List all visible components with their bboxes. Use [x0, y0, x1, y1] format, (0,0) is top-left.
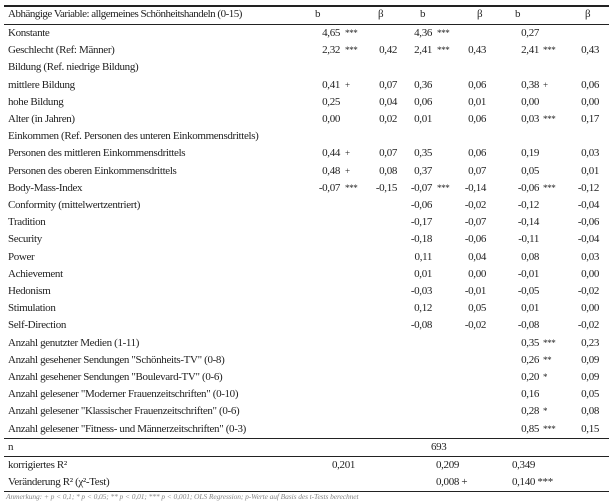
- beta-model3: 0,09: [581, 371, 599, 383]
- b-model2: 0,37: [414, 164, 432, 177]
- sig-model1: +: [345, 148, 350, 159]
- b-model3: 0,35: [521, 336, 539, 349]
- beta-model2: 0,06: [468, 78, 486, 91]
- beta-model2: -0,07: [464, 216, 486, 229]
- beta-model2: -0,02: [464, 319, 486, 332]
- beta-model2: 0,07: [468, 164, 486, 177]
- b-model3: -0,06: [517, 181, 539, 194]
- beta-model1: -0,15: [375, 181, 397, 194]
- beta-model3: -0,12: [577, 181, 599, 194]
- row-label: Body-Mass-Index: [8, 181, 83, 194]
- beta-model3: 0,05: [581, 388, 599, 401]
- table-row: [0, 283, 611, 300]
- beta-model2: -0,01: [464, 285, 486, 297]
- row-label: Bildung (Ref. niedrige Bildung): [8, 61, 139, 74]
- sig-model2: ***: [437, 45, 450, 56]
- beta-model3: 0,23: [581, 336, 599, 349]
- beta-model1: 0,02: [379, 113, 397, 125]
- b-model2: 0,01: [414, 113, 432, 125]
- b-model2: -0,17: [410, 216, 432, 229]
- header-col: b: [315, 8, 321, 20]
- b-model3: 0,26: [521, 353, 539, 366]
- b-model3: 0,00: [521, 95, 539, 108]
- beta-model2: -0,06: [464, 233, 486, 246]
- row-label: Einkommen (Ref. Personen des unteren Einkommensdrittels): [8, 130, 259, 143]
- sig-model3: ***: [543, 114, 556, 124]
- b-model3: 0,38: [521, 78, 539, 91]
- b-model2: -0,07: [410, 181, 432, 194]
- row-label: Anzahl genutzter Medien (1-11): [8, 336, 140, 349]
- b-model1: -0,07: [318, 181, 340, 194]
- beta-model2: -0,02: [464, 199, 486, 211]
- beta-model1: 0,07: [379, 78, 397, 91]
- b-model2: 0,06: [414, 95, 432, 108]
- table-note: Anmerkung: + p < 0,1; * p < 0,05; ** p < 0,01; *** p < 0,001; OLS Regression; p-Werte auf Basis des t-Tests berechnet: [6, 492, 359, 501]
- beta-model2: 0,06: [468, 113, 486, 125]
- b-model2: 4,36: [414, 27, 432, 39]
- b-model3: 0,03: [521, 113, 539, 125]
- beta-model3: 0,06: [581, 78, 599, 91]
- row-label: Self-Direction: [8, 319, 67, 332]
- b-model2: -0,03: [410, 285, 432, 297]
- table-row: [0, 335, 611, 352]
- sig-model3: **: [543, 354, 552, 365]
- row-label: Anzahl gelesener "Fitness- und Männerzeitschriften" (0-3): [8, 422, 246, 435]
- sig-model3: *: [543, 406, 548, 417]
- r2-value: 0,209: [436, 459, 460, 471]
- table-row: [0, 352, 611, 369]
- table-row: [0, 145, 611, 162]
- row-label: Alter (in Jahren): [8, 113, 75, 125]
- beta-model3: -0,04: [577, 233, 599, 246]
- beta-model2: 0,04: [468, 250, 486, 263]
- sig-model1: +: [345, 79, 350, 90]
- table-row: [0, 369, 611, 386]
- n-label: n: [8, 441, 14, 453]
- beta-model3: 0,08: [581, 405, 599, 418]
- row-label: Personen des mittleren Einkommensdrittels: [8, 147, 186, 160]
- header-row: [0, 6, 611, 23]
- table-row: [0, 266, 611, 283]
- n-value: 693: [431, 441, 447, 453]
- b-model3: 0,08: [521, 250, 539, 263]
- b-model3: 0,20: [521, 371, 539, 383]
- row-label: Personen des oberen Einkommensdrittels: [8, 164, 177, 177]
- table-row: [0, 59, 611, 76]
- header-col: β: [477, 8, 483, 20]
- table-row: [0, 25, 611, 42]
- beta-model2: 0,01: [468, 95, 486, 108]
- b-model1: 0,41: [322, 78, 340, 91]
- beta-model3: -0,04: [577, 199, 599, 211]
- r2-change-label: Veränderung R² (χ²-Test): [8, 476, 110, 488]
- beta-model1: 0,04: [379, 95, 397, 108]
- header-col: b: [420, 8, 426, 20]
- b-model3: 0,16: [521, 388, 539, 401]
- table-row: [0, 180, 611, 197]
- sig-model3: ***: [543, 182, 556, 193]
- b-model3: 0,27: [521, 27, 539, 39]
- table-row: [0, 111, 611, 128]
- b-model3: 2,41: [521, 44, 539, 57]
- beta-model3: -0,06: [577, 216, 599, 229]
- sig-model3: ***: [543, 423, 556, 434]
- beta-model3: -0,02: [577, 285, 599, 297]
- beta-model3: 0,17: [581, 113, 599, 125]
- row-label: Stimulation: [8, 302, 56, 315]
- beta-model1: 0,42: [379, 44, 397, 57]
- beta-model3: 0,15: [581, 422, 599, 435]
- beta-model3: 0,03: [581, 147, 599, 160]
- r2-row: [0, 457, 611, 474]
- b-model3: 0,28: [521, 405, 539, 418]
- table-row: [0, 300, 611, 317]
- sig-model1: ***: [345, 28, 358, 38]
- b-model2: 0,11: [414, 250, 432, 263]
- b-model3: 0,01: [521, 302, 539, 315]
- beta-model1: 0,08: [379, 164, 397, 177]
- row-label: Anzahl gelesener "Klassischer Frauenzeitschriften" (0-6): [8, 405, 240, 418]
- sig-model3: ***: [543, 45, 556, 56]
- table-row: [0, 386, 611, 403]
- beta-model3: 0,01: [581, 164, 599, 177]
- beta-model3: 0,00: [581, 95, 599, 108]
- beta-model2: 0,05: [468, 302, 486, 315]
- table-row: [0, 163, 611, 180]
- header-col: β: [378, 8, 384, 20]
- b-model3: -0,11: [518, 233, 539, 246]
- beta-model2: 0,06: [468, 147, 486, 160]
- table-row: [0, 94, 611, 111]
- beta-model3: -0,02: [577, 319, 599, 332]
- sig-model3: ***: [543, 337, 556, 348]
- b-model1: 0,44: [322, 147, 340, 160]
- b-model1: 0,00: [322, 113, 340, 125]
- table-row: [0, 197, 611, 214]
- b-model2: -0,18: [410, 233, 432, 246]
- row-label: Anzahl gesehener Sendungen "Schönheits-TV" (0-8): [8, 353, 225, 366]
- table-row: [0, 421, 611, 438]
- sig-model1: ***: [345, 45, 358, 56]
- table-row: [0, 317, 611, 334]
- row-label: Hedonism: [8, 285, 51, 297]
- row-label: Anzahl gelesener "Moderner Frauenzeitschriften" (0-10): [8, 388, 239, 401]
- r2-change-value: 0,140 ***: [512, 476, 553, 488]
- row-label: Geschlecht (Ref: Männer): [8, 44, 115, 57]
- row-label: Konstante: [8, 27, 50, 39]
- b-model3: -0,01: [517, 267, 539, 280]
- b-model3: -0,08: [517, 319, 539, 332]
- beta-model3: 0,09: [581, 353, 599, 366]
- r2-change-value: 0,008 +: [436, 476, 468, 488]
- beta-model3: 0,00: [581, 302, 599, 315]
- sig-model1: ***: [345, 182, 358, 193]
- r2-change-row: [0, 474, 611, 491]
- b-model3: -0,14: [517, 216, 539, 229]
- beta-model3: 0,43: [581, 44, 599, 57]
- sig-model3: *: [543, 372, 548, 382]
- b-model3: 0,19: [521, 147, 539, 160]
- row-label: mittlere Bildung: [8, 78, 75, 91]
- table-row: [0, 403, 611, 420]
- table-row: [0, 128, 611, 145]
- header-label: Abhängige Variable: allgemeines Schönheitshandeln (0-15): [8, 8, 242, 20]
- beta-model2: 0,43: [468, 44, 486, 57]
- b-model1: 0,48: [322, 164, 340, 177]
- beta-model1: 0,07: [379, 147, 397, 160]
- b-model3: -0,12: [517, 199, 539, 211]
- b-model3: 0,05: [521, 164, 539, 177]
- beta-model2: -0,14: [464, 181, 486, 194]
- b-model2: -0,08: [410, 319, 432, 332]
- b-model3: -0,05: [517, 285, 539, 297]
- sig-model2: ***: [437, 182, 450, 193]
- r2-label: korrigiertes R²: [8, 459, 67, 471]
- b-model3: 0,85: [521, 422, 539, 435]
- b-model2: 2,41: [414, 44, 432, 57]
- row-label: Achievement: [8, 267, 63, 280]
- header-col: β: [585, 8, 591, 20]
- table-row: [0, 249, 611, 266]
- beta-model3: 0,00: [581, 267, 599, 280]
- row-label: Power: [8, 250, 35, 263]
- b-model1: 2,32: [322, 44, 340, 57]
- sig-model3: +: [543, 79, 548, 90]
- row-label: Anzahl gesehener Sendungen "Boulevard-TV" (0-6): [8, 371, 223, 383]
- b-model2: -0,06: [410, 199, 432, 211]
- b-model2: 0,12: [414, 302, 432, 315]
- b-model2: 0,35: [414, 147, 432, 160]
- n-row: [0, 439, 611, 456]
- beta-model2: 0,00: [468, 267, 486, 280]
- row-label: hohe Bildung: [8, 95, 64, 108]
- header-col: b: [515, 8, 521, 20]
- r2-value: 0,201: [332, 459, 356, 471]
- table-row: [0, 231, 611, 248]
- table-row: [0, 77, 611, 94]
- sig-model2: ***: [437, 28, 450, 38]
- row-label: Tradition: [8, 216, 46, 229]
- sig-model1: +: [345, 165, 350, 176]
- b-model2: 0,01: [414, 267, 432, 280]
- row-label: Conformity (mittelwertzentriert): [8, 199, 141, 211]
- table-row: [0, 42, 611, 59]
- r2-value: 0,349: [512, 459, 536, 471]
- beta-model3: 0,03: [581, 250, 599, 263]
- b-model1: 0,25: [322, 95, 340, 108]
- b-model1: 4,65: [322, 27, 340, 39]
- b-model2: 0,36: [414, 78, 432, 91]
- row-label: Security: [8, 233, 42, 246]
- table-row: [0, 214, 611, 231]
